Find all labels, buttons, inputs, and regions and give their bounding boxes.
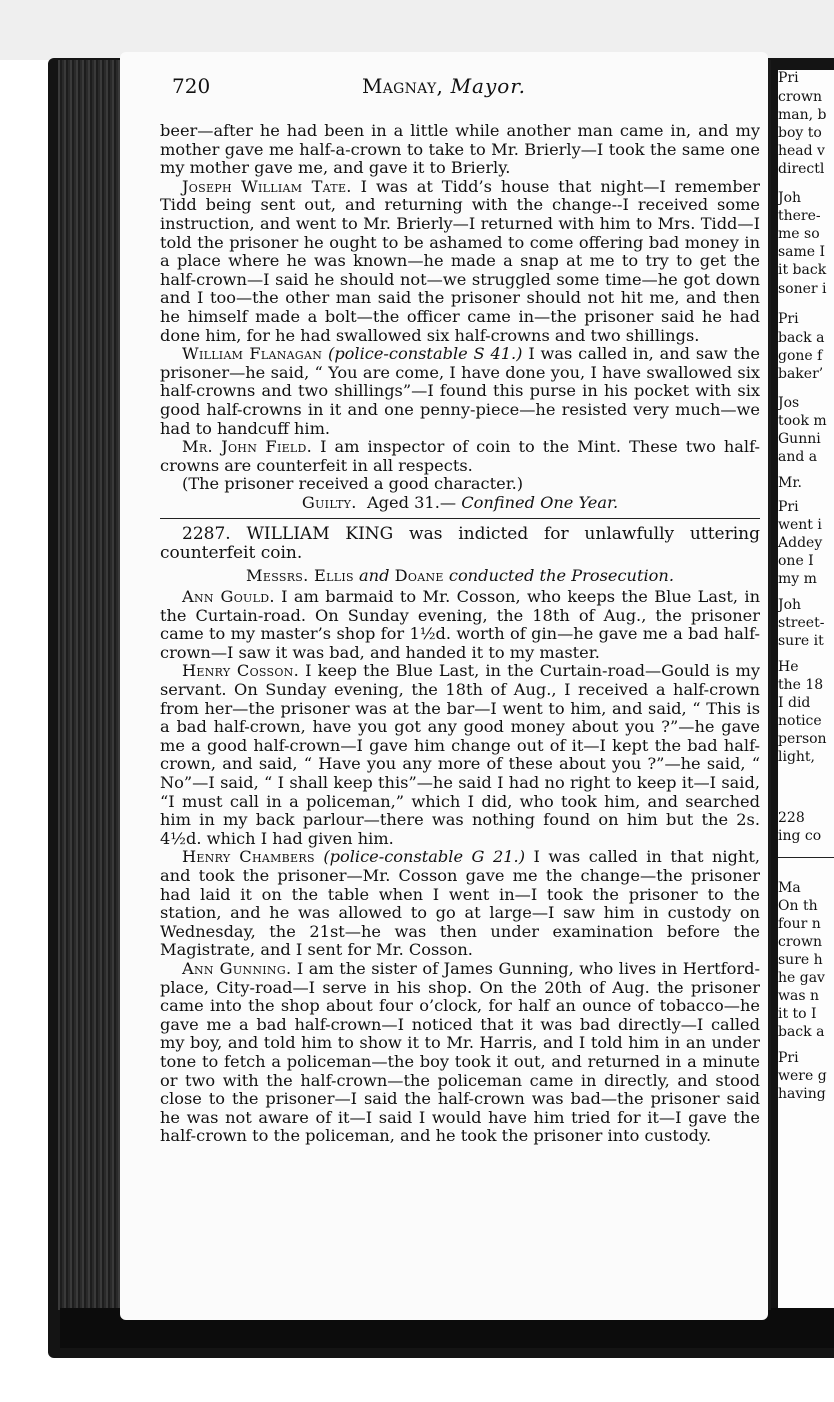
- right-page-fragment: my m: [778, 571, 817, 587]
- right-page-fragment: He: [778, 659, 799, 675]
- right-page-fragment: gone f: [778, 348, 823, 364]
- right-page-fragment: sure it: [778, 633, 824, 649]
- witness-role: (police-constable S 41.): [328, 344, 523, 364]
- right-page-fragment: Pri: [778, 311, 799, 327]
- running-head-name: Magnay,: [361, 74, 444, 98]
- running-head: [120, 74, 768, 98]
- right-page-fragment: directl: [778, 161, 825, 177]
- right-page-fragment: On th: [778, 898, 818, 914]
- right-page-fragment: Addey: [778, 535, 823, 551]
- running-head-mayor: Mayor.: [450, 74, 527, 98]
- right-page-fragment: me so: [778, 226, 820, 242]
- scan-background: [0, 0, 834, 60]
- right-page-fragment: boy to: [778, 125, 822, 141]
- right-page-fragment: back a: [778, 1024, 825, 1040]
- right-page-fragment: street-: [778, 615, 825, 631]
- right-page-fragment: notice: [778, 713, 822, 729]
- testimony-text: I was at Tidd’s house that night—I remember Tidd being sent out, and returning with the change--I received some instruction, and went to Mr. Brierly—I returned with him to Mrs. Tidd—I told the prisoner he ought to be ashamed to come offering bad money in a place where he was known—he made a snap at me to try to get the half-crown—I said he should not—we struggled some time—he got down and I too—the other man said the prisoner should not hit me, and then he himself made a bolt—the officer came in—the prisoner said he had done him, for he had swallowed six half-crowns and two shillings.: [160, 176, 761, 345]
- testimony-cosson: [160, 662, 760, 848]
- right-page-fragment: 228: [778, 810, 805, 826]
- case-heading: [160, 525, 760, 563]
- testimony-text: I keep the Blue Last, in the Curtain-road—Gould is my servant. On Sunday evening, the 18th of Aug., I received a half-crown from her—the prisoner was at the bar—I went to him, and said, “ This is a bad half-crown, have you got any good money about you ?”—he gave me a good half-crown—I gave him change out of it—I kept the bad half-crown, and said, “ Have you any more of these about you ?”—he said, “ No”—I said, “ I shall keep this”—he said I had no right to keep it—I said, “I must call in a policeman,” which I did, who took him, and searched him in my back parlour—there was nothing found on him but the 2s. 4½d. which I had given him.: [160, 661, 761, 848]
- right-page-divider: [778, 857, 834, 858]
- right-page-fragment: sure h: [778, 952, 823, 968]
- testimony-text: I am the sister of James Gunning, who lives in Hertford-place, City-road—I serve in his shop. On the 20th of Aug. the prisoner came into the shop about four o’clock, for half an ounce of tobacco—he gave me a bad half-crown—I noticed that it was bad directly—I called my boy, and told him to show it to Mr. Harris, and I told him in an under tone to fetch a policeman—the boy took it out, and returned in a minute or two with the half-crown—the policeman came in directly, and stood close to the prisoner—I said the half-crown was bad—the prisoner said he was not aware of it—I said I would have him tried for it—I gave the half-crown to the policeman, and he took the prisoner into custody.: [160, 958, 760, 1146]
- right-page-fragment: it to I: [778, 1006, 817, 1022]
- right-page-fragment: Pri: [778, 1050, 799, 1066]
- page-header: [120, 72, 768, 102]
- testimony-gunning: [160, 960, 760, 1146]
- right-page-fragment: ing co: [778, 828, 822, 844]
- case-text: WILLIAM KING was indicted for unlawfully uttering counterfeit coin.: [160, 524, 760, 564]
- verdict: [160, 494, 760, 513]
- right-page-fragment: Pri: [778, 499, 799, 515]
- right-page-fragment: took m: [778, 413, 827, 429]
- right-page-fragment: I did: [778, 695, 811, 711]
- counsel-names: Messrs. Ellis: [246, 566, 354, 586]
- right-page-fragment: man, b: [778, 107, 827, 123]
- right-page-fragment: the 18: [778, 677, 824, 693]
- right-page-fragment: Mr.: [778, 475, 802, 491]
- witness-name: William Flanagan: [182, 344, 323, 364]
- testimony-text: I was called in that night, and took the prisoner—Mr. Cosson gave me the change—the prisoner had laid it on the table when I went in—I took the prisoner to the station, and he was allowed to go at large—I saw him in custody on Wednesday, the 21st—he was then under examination before the Magistrate, and I sent for Mr. Cosson.: [160, 847, 760, 960]
- testimony-text: I am barmaid to Mr. Cosson, who keeps the Blue Last, in the Curtain-road. On Sunday evening, the 18th of Aug., the prisoner came to my master’s shop for 1½d. worth of gin—he gave me a bad half-crown—I saw it was bad, and handed it to my master.: [160, 587, 761, 662]
- right-page-fragment: went i: [778, 517, 822, 533]
- verdict-age: Aged 31.—: [366, 492, 457, 512]
- right-page-fragment: and a: [778, 449, 818, 465]
- testimony-chambers: [160, 848, 760, 960]
- testimony-gould: [160, 588, 760, 662]
- right-page-fragment: having: [778, 1086, 826, 1102]
- right-page-fragment: Gunni: [778, 431, 821, 447]
- right-page-fragment: Pri: [778, 70, 799, 86]
- right-page-fragment: head v: [778, 143, 825, 159]
- right-page-fragment: person: [778, 731, 827, 747]
- right-page-fragment: Joh: [778, 597, 802, 613]
- page-number: 720: [172, 74, 211, 98]
- prosecution-and: and: [359, 566, 390, 586]
- right-page-fragment: baker’: [778, 366, 824, 382]
- right-page-fragment: Jos: [778, 395, 800, 411]
- right-page-fragment: were g: [778, 1068, 827, 1084]
- right-page-fragment: was n: [778, 988, 819, 1004]
- witness-name: Henry Chambers: [182, 847, 315, 867]
- testimony-text: I was called in, and saw the prisoner—he said, “ You are come, I have done you, I have swallowed six half-crowns and two shillings”—I found this purse in his pocket with six good half-crowns in it and one penny-piece—he resisted very much—we had to handcuff him.: [160, 344, 760, 438]
- witness-name: Ann Gould.: [182, 587, 275, 607]
- right-page-fragment: back a: [778, 330, 825, 346]
- right-page-edge: [778, 70, 834, 1308]
- witness-name: Joseph William Tate.: [182, 176, 352, 196]
- right-page-fragment: same I: [778, 244, 826, 260]
- left-page: [120, 52, 768, 1320]
- right-page-fragment: Ma: [778, 880, 801, 896]
- witness-role: (police-constable G 21.): [323, 847, 526, 867]
- right-page-fragment: there-: [778, 208, 821, 224]
- counsel-doane: Doane: [394, 566, 444, 586]
- gutter: [768, 60, 771, 1310]
- prosecution-text: conducted the Prosecution.: [448, 566, 674, 586]
- witness-name: Mr. John Field.: [182, 437, 313, 457]
- testimony-text: I am inspector of coin to the Mint. These two half-crowns are counterfeit in all respects.: [160, 437, 760, 475]
- right-page-fragment: soner i: [778, 281, 827, 297]
- verdict-sentence: Confined One Year.: [461, 492, 619, 512]
- right-page-fragment: crown: [778, 934, 822, 950]
- right-page-fragment: light,: [778, 749, 816, 765]
- witness-name: Henry Cosson.: [182, 661, 300, 681]
- testimony-tate: [160, 178, 760, 345]
- character-note: (The prisoner received a good character.): [182, 474, 524, 494]
- case-divider: [160, 518, 760, 519]
- testimony-flanagan: [160, 345, 760, 438]
- verdict-guilty: Guilty.: [301, 492, 357, 512]
- witness-name: Ann Gunning.: [182, 958, 292, 978]
- right-page-fragment: one I: [778, 553, 814, 569]
- testimony-field: [160, 438, 760, 475]
- right-page-fragment: Joh: [778, 190, 802, 206]
- right-page-fragment: crown: [778, 89, 822, 105]
- prosecution-line: [160, 567, 760, 586]
- paragraph-continuation: beer—after he had been in a little while another man came in, and my mother gave me half-a-crown to take to Mr. Brierly—I took the same one my mother gave me, and gave it to Brierly.: [160, 121, 760, 178]
- right-page-fragment: four n: [778, 916, 821, 932]
- right-page-fragment: it back: [778, 262, 827, 278]
- right-page-fragment: he gav: [778, 970, 825, 986]
- case-number: 2287.: [182, 524, 231, 545]
- page-body: [160, 122, 760, 1146]
